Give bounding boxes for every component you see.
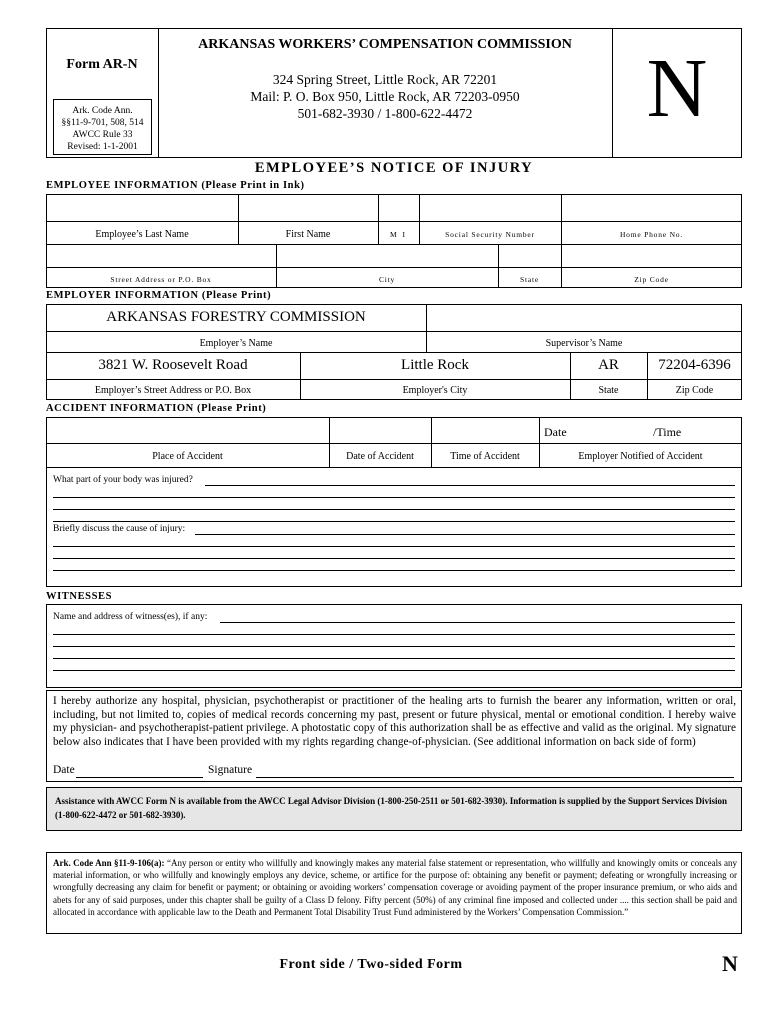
employer-street-label: Employer’s Street Address or P.O. Box — [94, 385, 252, 396]
revised-date: Revised: 1-1-2001 — [67, 142, 138, 152]
witness-line-4[interactable] — [53, 658, 735, 659]
employee-ssn-input[interactable] — [423, 198, 557, 218]
employer-section-title: EMPLOYER INFORMATION (Please Print) — [46, 290, 272, 301]
auth-date-label: Date — [53, 764, 75, 776]
cause-line-1[interactable] — [195, 534, 735, 535]
cause-line-2[interactable] — [53, 546, 735, 547]
employee-phone-label: Home Phone No. — [619, 230, 684, 239]
statute-body: “Any person or entity who willfully and knowingly makes any material false statement or representation, who willfully and knowingly omits or conceals any material information, or who willfully and knowingly employs any device, scheme, or artifice for the purpose of: obtaining any benefit or payment; defeating or wrongfully increasing or wrongfully decreasing any claim for benefit or payment; or obtaining or avoiding workers’ compensation coverage or avoiding payment of the proper insurance premium, or who aids and abets for any of said purposes, under this chapter shall be guilty of a Class D felony. Fifty percent (50%) of any criminal fine imposed and collected under .... this section shall be paid and allocated in accordance with applicable law to the Death and Permanent Total Disability Trust Fund administered by the Workers’ Compensation Commission.” — [53, 858, 738, 917]
place-of-accident-input[interactable] — [50, 421, 325, 440]
assistance-text: Assistance with AWCC Form N is available from the AWCC Legal Advisor Division (1-800-250-2511 or 501-682-3930). Information is supplied by the Support Services Division (1-800-622-4472 or 501-682-3930). — [55, 796, 728, 820]
body-part-line-2[interactable] — [53, 497, 735, 498]
accident-section-title: ACCIDENT INFORMATION (Please Print) — [46, 403, 267, 414]
notified-time-label: /Time — [653, 425, 682, 439]
statute-label: Ark. Code Ann §11-9-106(a): — [53, 858, 165, 868]
employer-city-value[interactable]: Little Rock — [401, 357, 469, 373]
employer-notified-label: Employer Notified of Accident — [578, 451, 703, 462]
witness-prompt: Name and address of witness(es), if any: — [53, 612, 208, 622]
agency-name: ARKANSAS WORKERS’ COMPENSATION COMMISSION — [198, 37, 572, 52]
employee-state-input[interactable] — [502, 247, 557, 265]
witness-line-1[interactable] — [220, 622, 735, 623]
employee-first-name-label: First Name — [285, 229, 331, 240]
agency-mail: Mail: P. O. Box 950, Little Rock, AR 72203-0950 — [250, 89, 520, 104]
date-of-accident-label: Date of Accident — [346, 451, 414, 462]
employer-city-label: Employer's City — [402, 385, 468, 396]
body-part-line-3[interactable] — [53, 509, 735, 510]
form-id: Form AR-N — [66, 57, 138, 72]
employee-zip-label: Zip Code — [634, 275, 669, 284]
employee-mi-label: M I — [389, 230, 408, 239]
employer-state-label: State — [598, 385, 619, 396]
time-of-accident-input[interactable] — [435, 421, 535, 440]
form-letter: N — [646, 42, 708, 135]
employee-mi-input[interactable] — [382, 198, 416, 218]
employee-street-label: Street Address or P.O. Box — [110, 275, 212, 284]
witness-line-2[interactable] — [53, 634, 735, 635]
statute-text — [53, 857, 737, 918]
employer-name-value[interactable]: ARKANSAS FORESTRY COMMISSION — [106, 309, 366, 325]
employee-street-input[interactable] — [50, 247, 272, 265]
signature-line[interactable] — [256, 777, 734, 778]
supervisor-name-input[interactable] — [430, 308, 738, 328]
form-title: EMPLOYEE’S NOTICE OF INJURY — [254, 160, 534, 176]
agency-address: 324 Spring Street, Little Rock, AR 72201 — [272, 72, 498, 87]
code-ann: Ark. Code Ann. — [72, 106, 133, 116]
employer-zip-label: Zip Code — [675, 385, 714, 396]
authorization-text: I hereby authorize any hospital, physician, psychotherapist or practitioner of the healing arts to furnish the bearer any information, written or oral, including, but not limited to, copies of medical records concerning my past, present or future physical, mental or emotional condition. I hereby waive my physician- and psychotherapist-patient privilege. A photostatic copy of this authorization shall be as effective and valid as the original. My signature below also indicates that I have been provided with my rights regarding change-of-physician. (See additional information on back side of form) — [53, 695, 736, 748]
cause-line-3[interactable] — [53, 558, 735, 559]
cause-line-4[interactable] — [53, 570, 735, 571]
employer-street-value[interactable]: 3821 W. Roosevelt Road — [98, 357, 248, 373]
employer-state-value[interactable]: AR — [598, 357, 619, 373]
employer-name-label: Employer’s Name — [199, 338, 273, 349]
employee-state-label: State — [520, 275, 539, 284]
supervisor-name-label: Supervisor’s Name — [545, 338, 623, 349]
footer-letter: N — [722, 951, 738, 976]
agency-phone: 501-682-3930 / 1-800-622-4472 — [297, 106, 473, 121]
awcc-rule: AWCC Rule 33 — [72, 130, 133, 140]
witness-line-5[interactable] — [53, 670, 735, 671]
employee-zip-input[interactable] — [565, 247, 738, 265]
notified-date-label: Date — [544, 425, 567, 439]
code-sections: §§11-9-701, 508, 514 — [61, 118, 144, 128]
signature-label: Signature — [208, 764, 253, 776]
body-part-line-1[interactable] — [205, 485, 735, 486]
body-part-prompt: What part of your body was injured? — [53, 475, 193, 485]
witness-line-3[interactable] — [53, 646, 735, 647]
employee-section-title: EMPLOYEE INFORMATION (Please Print in Ink) — [46, 180, 305, 191]
employee-first-name-input[interactable] — [242, 198, 374, 218]
employee-ssn-label: Social Security Number — [445, 230, 535, 239]
date-of-accident-input[interactable] — [333, 421, 427, 440]
time-of-accident-label: Time of Accident — [450, 451, 520, 462]
auth-date-line[interactable] — [76, 777, 203, 778]
employee-phone-input[interactable] — [565, 198, 738, 218]
footer-note: Front side / Two-sided Form — [279, 957, 463, 972]
employee-last-name-input[interactable] — [50, 198, 234, 218]
employee-city-label: City — [378, 275, 396, 284]
place-of-accident-label: Place of Accident — [152, 451, 223, 462]
employee-last-name-label: Employee’s Last Name — [95, 229, 189, 240]
employer-zip-value[interactable]: 72204-6396 — [658, 357, 731, 373]
body-part-line-4[interactable] — [53, 521, 735, 522]
employee-city-input[interactable] — [280, 247, 494, 265]
witnesses-section-title: WITNESSES — [46, 591, 113, 602]
cause-prompt: Briefly discuss the cause of injury: — [53, 524, 186, 534]
